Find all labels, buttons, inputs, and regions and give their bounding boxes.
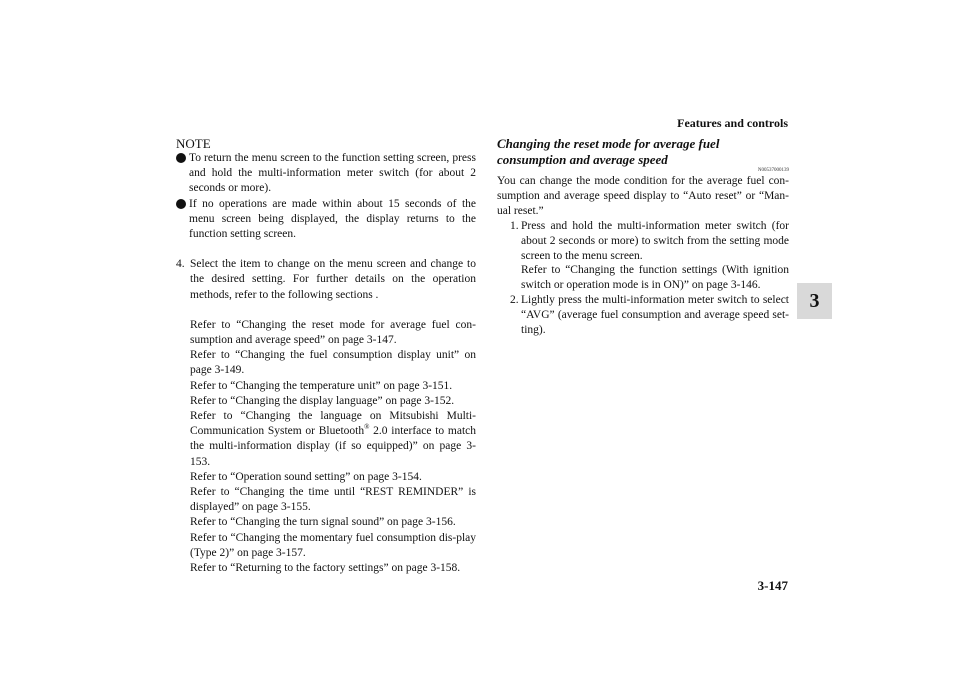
reference-item [190,409,476,470]
reference-item: Refer to “Changing the reset mode for average fuel con-sumption and average speed” on page 3-147. [190,318,476,347]
note-bullet [176,197,476,243]
reference-item: Refer to “Returning to the factory settings” on page 3-158. [190,562,461,575]
reference-text: 2.0 interface to match the multi-information display (if so equipped)” on page 3-153. [190,425,476,468]
running-header: Features and controls [677,116,788,130]
note-bullet-text: To return the menu screen to the function setting screen, press and hold the multi-information meter switch (for about 2 seconds or more). [189,152,476,195]
registered-mark: ® [364,423,370,432]
left-column [176,136,476,576]
chapter-tab: 3 [797,283,832,319]
note-title: NOTE [176,136,211,151]
reference-item: Refer to “Changing the display language” on page 3-152. [190,394,455,407]
section-intro: You can change the mode condition for the average fuel con-sumption and average speed display to “Auto reset” or “Man-ual reset.” [497,175,789,217]
step-number: 1. [510,219,519,232]
step-text: Lightly press the multi-information meter switch to select “AVG” (average fuel consumption and average speed set-ting). [521,294,789,337]
reference-item: Refer to “Operation sound setting” on page 3-154. [190,470,422,483]
step-reference: Refer to “Changing the function settings (With ignition switch or operation mode is in ON)” on page 3-146. [521,264,789,292]
bullet-dot-icon [176,153,186,163]
note-bullet-text: If no operations are made within about 15 seconds of the menu screen being displayed, the display returns to the function setting screen. [189,197,476,241]
step-4 [176,257,476,303]
reference-item: Refer to “Changing the time until “REST REMINDER” is displayed” on page 3-155. [190,486,476,514]
step-number: 4. [176,258,185,271]
reference-item: Refer to “Changing the turn signal sound” on page 3-156. [190,516,456,529]
reference-item: Refer to “Changing the momentary fuel consumption dis-play (Type 2)” on page 3-157. [190,531,476,559]
step-text: Select the item to change on the menu screen and change to the desired setting. For further details on the operation methods, refer to the following sections . [190,258,476,301]
reference-list [176,318,476,576]
step-2 [497,293,789,338]
reference-text: Refer to “Changing the language on Mitsubishi Multi-Communication System or Bluetooth [190,410,476,438]
note-bullet [176,151,476,197]
reference-item: Refer to “Changing the temperature unit” on page 3-151. [190,379,453,392]
page-number: 3-147 [757,578,788,593]
step-text: Press and hold the multi-information meter switch (for about 2 seconds or more) to switch from the setting mode screen to the menu screen. [521,219,789,262]
step-number: 2. [510,294,519,307]
step-1 [497,219,789,294]
right-column [497,136,789,338]
section-heading: Changing the reset mode for average fuel consumption and average speed [497,136,720,167]
bullet-dot-icon [176,199,186,209]
reference-item: Refer to “Changing the fuel consumption display unit” on page 3-149. [190,349,476,377]
section-code: N00537000139 [757,168,789,173]
